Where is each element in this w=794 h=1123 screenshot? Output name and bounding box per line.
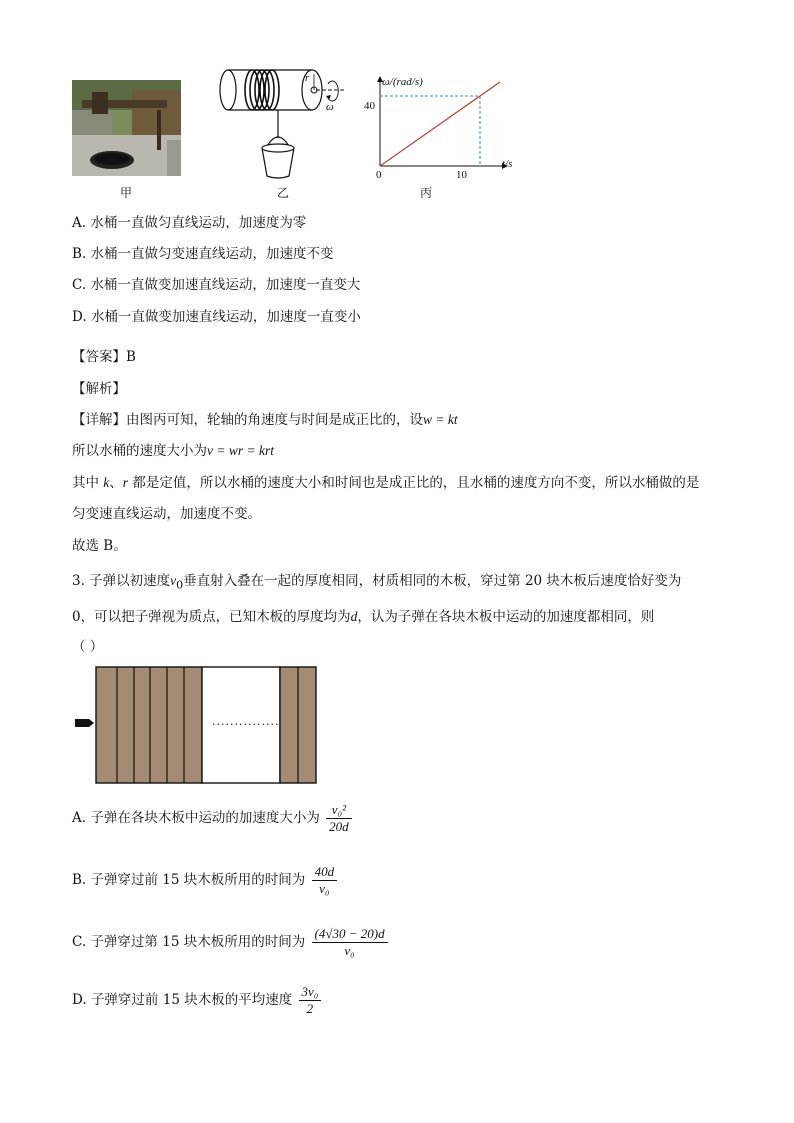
- option-letter: A.: [72, 810, 87, 826]
- fraction-denominator: 2: [306, 1001, 314, 1016]
- answer-line: [72, 348, 136, 366]
- fraction: [299, 984, 322, 1017]
- option-letter: D.: [72, 992, 87, 1008]
- y-axis-label: ω/(rad/s): [382, 76, 423, 88]
- fraction: [312, 864, 338, 897]
- fraction-numerator: 3v₀: [299, 984, 322, 1001]
- option-text: 水桶一直做变加速直线运动，加速度一直变小: [90, 309, 361, 325]
- fraction-denominator: v₀: [344, 943, 355, 958]
- q3-stem-line-1: [72, 572, 681, 595]
- boards-drawing: [72, 665, 320, 785]
- q3-option-a[interactable]: [72, 802, 352, 835]
- option-letter: C.: [72, 277, 87, 293]
- q2-option-a[interactable]: [72, 214, 306, 232]
- q2-option-b[interactable]: [72, 245, 334, 263]
- detail-text: 所以水桶的速度大小为: [72, 443, 207, 459]
- option-text: 水桶一直做匀直线运动，加速度为零: [90, 215, 307, 231]
- var-k: k: [103, 475, 110, 490]
- x-axis-label: t/s: [502, 158, 513, 170]
- stem-text: 3. 子弹以初速度: [72, 573, 171, 589]
- fraction: [312, 926, 388, 959]
- fraction-numerator: 40d: [312, 864, 338, 881]
- option-letter: A.: [72, 215, 87, 231]
- option-text: 子弹穿过前 15 块木板的平均速度: [90, 992, 293, 1008]
- omega-series-line: [380, 82, 500, 166]
- answer-bracket: （ ）: [72, 639, 104, 655]
- var-v: v: [170, 573, 177, 588]
- boards-figure: [72, 665, 320, 785]
- velocity-equation: v = wr = krt: [207, 443, 274, 458]
- q3-stem-line-2: [72, 608, 654, 626]
- stem-text: 垂直射入叠在一起的厚度相同，材质相同的木板，穿过第 20 块木板后速度恰好变为: [183, 573, 682, 589]
- boards-left-group: [96, 667, 202, 783]
- detail-line-4: 匀变速直线运动，加速度不变。: [72, 506, 261, 522]
- detail-line-3: [72, 474, 699, 492]
- q3-option-c[interactable]: [72, 926, 388, 959]
- wheel-omega-label: ω: [326, 101, 334, 113]
- q2-option-c[interactable]: [72, 276, 360, 294]
- detail-line-1: [72, 411, 458, 429]
- option-letter: B.: [72, 872, 87, 888]
- stem-text: ，认为子弹在各块木板中运动的加速度都相同，则: [357, 609, 655, 625]
- var-d: d: [350, 609, 358, 624]
- option-text: 水桶一直做变加速直线运动，加速度一直变大: [90, 277, 361, 293]
- option-text: 子弹在各块木板中运动的加速度大小为: [90, 810, 320, 826]
- wheel-axle-figure: [216, 66, 352, 186]
- option-letter: D.: [72, 309, 87, 325]
- fraction-numerator: (4√30 − 20)d: [312, 926, 388, 943]
- detail-text: 都是定值，所以水桶的速度大小和时间也是成正比的，且水桶的速度方向不变，所以水桶做的是: [132, 475, 700, 491]
- omega-time-graph: [360, 70, 520, 186]
- well-photo: [72, 80, 181, 176]
- option-text: 子弹穿过前 15 块木板所用的时间为: [90, 872, 306, 888]
- detail-equation: w = kt: [423, 412, 458, 427]
- origin-label: 0: [376, 169, 382, 181]
- photo-caption: 甲: [120, 186, 133, 200]
- fraction-numerator: v₀²: [326, 802, 352, 819]
- option-letter: B.: [72, 246, 87, 262]
- fraction-denominator: v₀: [319, 881, 330, 896]
- wheel-caption: 乙: [277, 186, 290, 200]
- var-r: r: [122, 475, 129, 490]
- analysis-label: 【解析】: [72, 381, 126, 397]
- q3-option-b[interactable]: [72, 864, 337, 897]
- answer-value: B: [126, 349, 136, 365]
- subscript: 0: [176, 578, 184, 592]
- option-text: 子弹穿过第 15 块木板所用的时间为: [90, 934, 306, 950]
- option-letter: C.: [72, 934, 87, 950]
- option-text: 水桶一直做匀变速直线运动，加速度不变: [90, 246, 334, 262]
- detail-text: 其中: [72, 475, 99, 491]
- separator: 、: [109, 475, 123, 491]
- fraction: [326, 802, 352, 835]
- wheel-axle-drawing: [216, 66, 352, 186]
- stem-text: 0，可以把子弹视为质点，已知木板的厚度均为: [72, 609, 351, 625]
- well-photo-drawing: [72, 80, 181, 176]
- y-tick-label: 40: [364, 100, 375, 112]
- boards-ellipsis: ···············: [212, 718, 280, 731]
- answer-label: 【答案】: [72, 349, 126, 365]
- conclusion-line: 故选 B。: [72, 538, 127, 554]
- graph-caption: 丙: [420, 186, 433, 200]
- q3-option-d[interactable]: [72, 984, 321, 1017]
- bullet-icon: [75, 719, 94, 727]
- q2-option-d[interactable]: [72, 308, 361, 326]
- wheel-r-label: r: [305, 72, 310, 84]
- fraction-denominator: 20d: [329, 819, 349, 834]
- detail-text: 【详解】由图丙可知，轮轴的角速度与时间是成正比的，设: [72, 412, 423, 428]
- detail-line-2: [72, 442, 274, 460]
- x-tick-label: 10: [456, 169, 467, 181]
